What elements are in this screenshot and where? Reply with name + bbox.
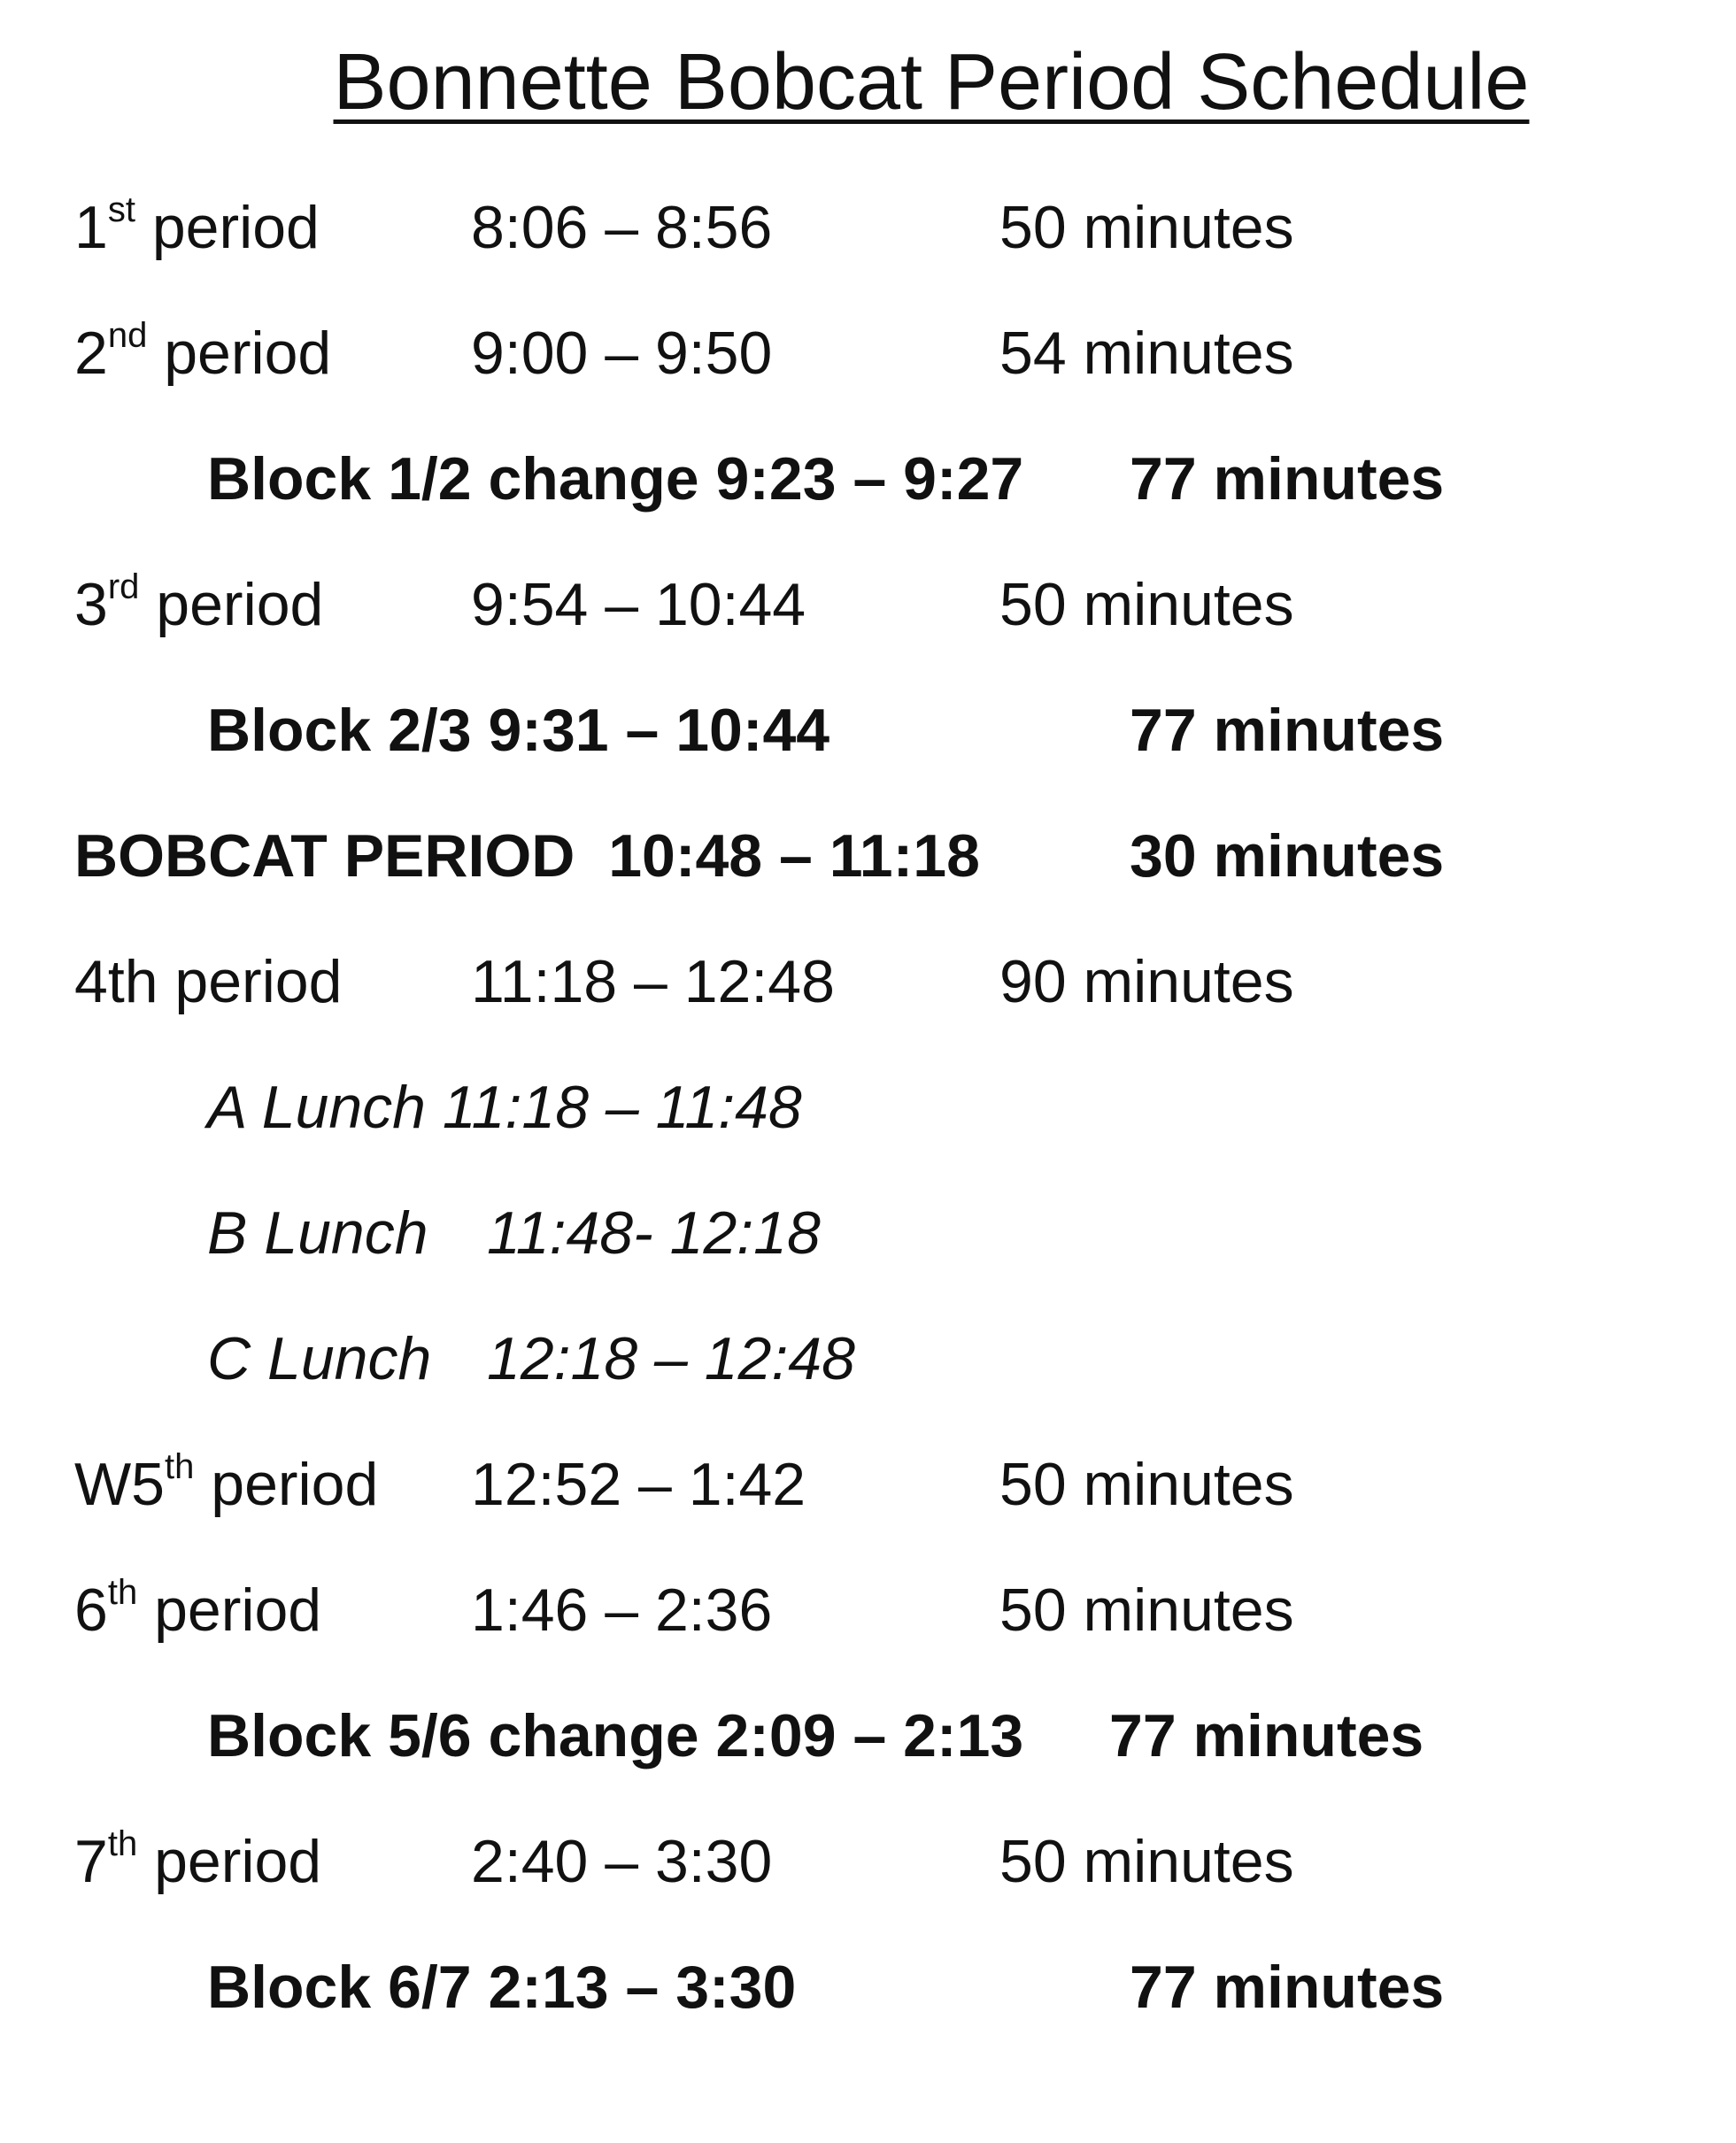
schedule-row-block-1-2: [0, 435, 1736, 523]
lunch-label: A Lunch 11:18 – 11:48: [207, 1074, 802, 1141]
page-title: Bonnette Bobcat Period Schedule: [333, 38, 1530, 127]
period-time: 9:54 – 10:44: [471, 571, 806, 638]
period-label: 6th period: [74, 1573, 322, 1644]
period-label: 3rd period: [74, 567, 324, 638]
period-minutes: 50 minutes: [999, 1828, 1294, 1895]
period-label: 4th period: [74, 948, 343, 1015]
period-time: 2:40 – 3:30: [471, 1828, 773, 1895]
schedule-row-3rd-period: [0, 560, 1736, 649]
lunch-time: 12:18 – 12:48: [487, 1325, 855, 1392]
block-minutes: 77 minutes: [1130, 697, 1445, 764]
block-minutes: 77 minutes: [1130, 445, 1445, 513]
block-label: Block 2/3 9:31 – 10:44: [207, 697, 830, 764]
period-time: 1:46 – 2:36: [471, 1576, 773, 1644]
schedule-row-2nd-period: [0, 309, 1736, 397]
schedule-row-b-lunch: [0, 1189, 1736, 1277]
block-label: Block 1/2 change 9:23 – 9:27: [207, 445, 1024, 513]
block-label: Block 6/7 2:13 – 3:30: [207, 1954, 797, 2021]
schedule-row-block-6-7: [0, 1943, 1736, 2031]
schedule-row-5th-period: [0, 1440, 1736, 1529]
schedule-row-bobcat-period: [0, 812, 1736, 900]
period-time: 12:52 – 1:42: [471, 1451, 806, 1518]
schedule-row-c-lunch: [0, 1314, 1736, 1403]
block-label: Block 5/6 change 2:09 – 2:13: [207, 1702, 1024, 1769]
period-label: 7th period: [74, 1824, 322, 1895]
period-minutes: 50 minutes: [999, 1576, 1294, 1644]
block-minutes: 77 minutes: [1130, 1954, 1445, 2021]
schedule-row-1st-period: [0, 183, 1736, 272]
period-minutes: 50 minutes: [999, 1451, 1294, 1518]
period-time: 11:18 – 12:48: [471, 948, 835, 1015]
period-time: 9:00 – 9:50: [471, 320, 773, 387]
block-minutes: 77 minutes: [1109, 1702, 1424, 1769]
period-minutes: 54 minutes: [999, 320, 1294, 387]
schedule-row-7th-period: [0, 1817, 1736, 1906]
schedule-row-6th-period: [0, 1566, 1736, 1654]
lunch-time: 11:48- 12:18: [487, 1199, 821, 1267]
lunch-label: C Lunch: [207, 1325, 432, 1392]
period-label: 1st period: [74, 190, 320, 261]
period-time: 8:06 – 8:56: [471, 194, 773, 261]
block-label: BOBCAT PERIOD 10:48 – 11:18: [74, 822, 980, 890]
schedule-row-block-5-6: [0, 1692, 1736, 1780]
period-label: W5th period: [74, 1447, 379, 1518]
block-minutes: 30 minutes: [1130, 822, 1445, 890]
period-label: 2nd period: [74, 316, 332, 387]
lunch-label: B Lunch: [207, 1199, 428, 1267]
period-minutes: 90 minutes: [999, 948, 1294, 1015]
period-minutes: 50 minutes: [999, 571, 1294, 638]
schedule-row-4th-period: [0, 937, 1736, 1026]
schedule-row-a-lunch: [0, 1063, 1736, 1152]
period-minutes: 50 minutes: [999, 194, 1294, 261]
schedule-row-block-2-3: [0, 686, 1736, 775]
